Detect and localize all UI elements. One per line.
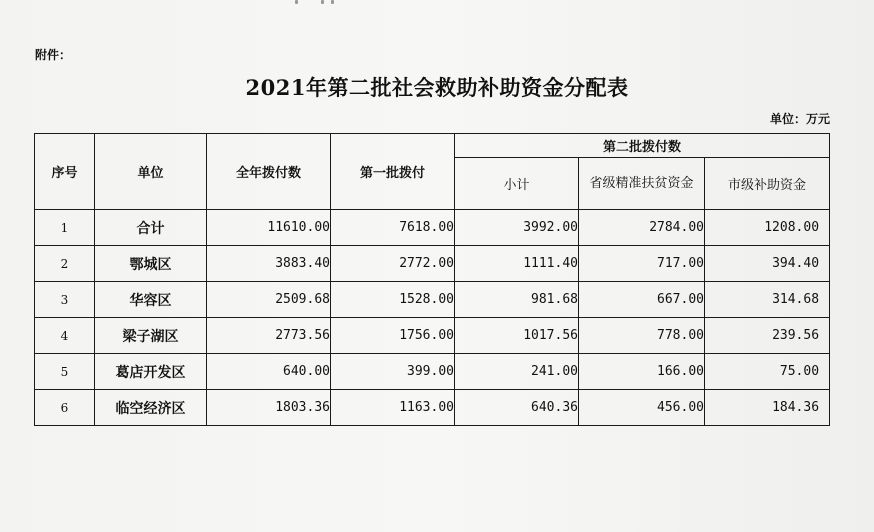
row-index: 3 xyxy=(35,282,95,318)
row-index: 1 xyxy=(35,210,95,246)
row-name: 华容区 xyxy=(95,282,207,318)
table-row xyxy=(35,210,830,246)
row-subtotal: 981.68 xyxy=(455,282,579,318)
row-provincial: 667.00 xyxy=(579,282,705,318)
table-row xyxy=(35,354,830,390)
table-row xyxy=(35,390,830,426)
row-provincial: 2784.00 xyxy=(579,210,705,246)
row-annual: 640.00 xyxy=(207,354,331,390)
table-row xyxy=(35,318,830,354)
row-subtotal: 1111.40 xyxy=(455,246,579,282)
row-first: 7618.00 xyxy=(331,210,455,246)
header-second-batch: 第二批拨付数 xyxy=(455,134,830,158)
row-first: 1756.00 xyxy=(331,318,455,354)
row-municipal: 75.00 xyxy=(705,354,830,390)
row-provincial: 717.00 xyxy=(579,246,705,282)
scan-marks xyxy=(295,0,355,6)
row-subtotal: 640.36 xyxy=(455,390,579,426)
row-annual: 1803.36 xyxy=(207,390,331,426)
row-annual: 2773.56 xyxy=(207,318,331,354)
row-annual: 2509.68 xyxy=(207,282,331,318)
row-municipal: 184.36 xyxy=(705,390,830,426)
unit-label: 单位：万元 xyxy=(769,112,830,126)
header-unit: 单位 xyxy=(95,134,207,210)
row-subtotal: 1017.56 xyxy=(455,318,579,354)
row-first: 399.00 xyxy=(331,354,455,390)
row-index: 2 xyxy=(35,246,95,282)
row-index: 4 xyxy=(35,318,95,354)
row-index: 5 xyxy=(35,354,95,390)
row-municipal: 314.68 xyxy=(705,282,830,318)
row-annual: 11610.00 xyxy=(207,210,331,246)
row-annual: 3883.40 xyxy=(207,246,331,282)
attachment-label: 附件： xyxy=(35,48,72,62)
row-first: 1528.00 xyxy=(331,282,455,318)
document-title: 2021年第二批社会救助补助资金分配表 xyxy=(245,75,629,100)
row-first: 2772.00 xyxy=(331,246,455,282)
header-first-batch: 第一批拨付 xyxy=(331,134,455,210)
header-subtotal: 小计 xyxy=(455,158,579,210)
table-row xyxy=(35,246,830,282)
row-index: 6 xyxy=(35,390,95,426)
row-name: 梁子湖区 xyxy=(95,318,207,354)
header-annual: 全年拨付数 xyxy=(207,134,331,210)
row-provincial: 778.00 xyxy=(579,318,705,354)
table-row xyxy=(35,282,830,318)
header-provincial: 省级精准扶贫资金 xyxy=(579,158,705,210)
header-index: 序号 xyxy=(35,134,95,210)
allocation-table xyxy=(34,133,830,426)
row-first: 1163.00 xyxy=(331,390,455,426)
row-name: 临空经济区 xyxy=(95,390,207,426)
row-municipal: 1208.00 xyxy=(705,210,830,246)
row-name: 葛店开发区 xyxy=(95,354,207,390)
header-municipal: 市级补助资金 xyxy=(705,158,830,210)
row-provincial: 166.00 xyxy=(579,354,705,390)
row-name: 合计 xyxy=(95,210,207,246)
row-subtotal: 241.00 xyxy=(455,354,579,390)
row-municipal: 239.56 xyxy=(705,318,830,354)
row-subtotal: 3992.00 xyxy=(455,210,579,246)
row-name: 鄂城区 xyxy=(95,246,207,282)
row-provincial: 456.00 xyxy=(579,390,705,426)
row-municipal: 394.40 xyxy=(705,246,830,282)
